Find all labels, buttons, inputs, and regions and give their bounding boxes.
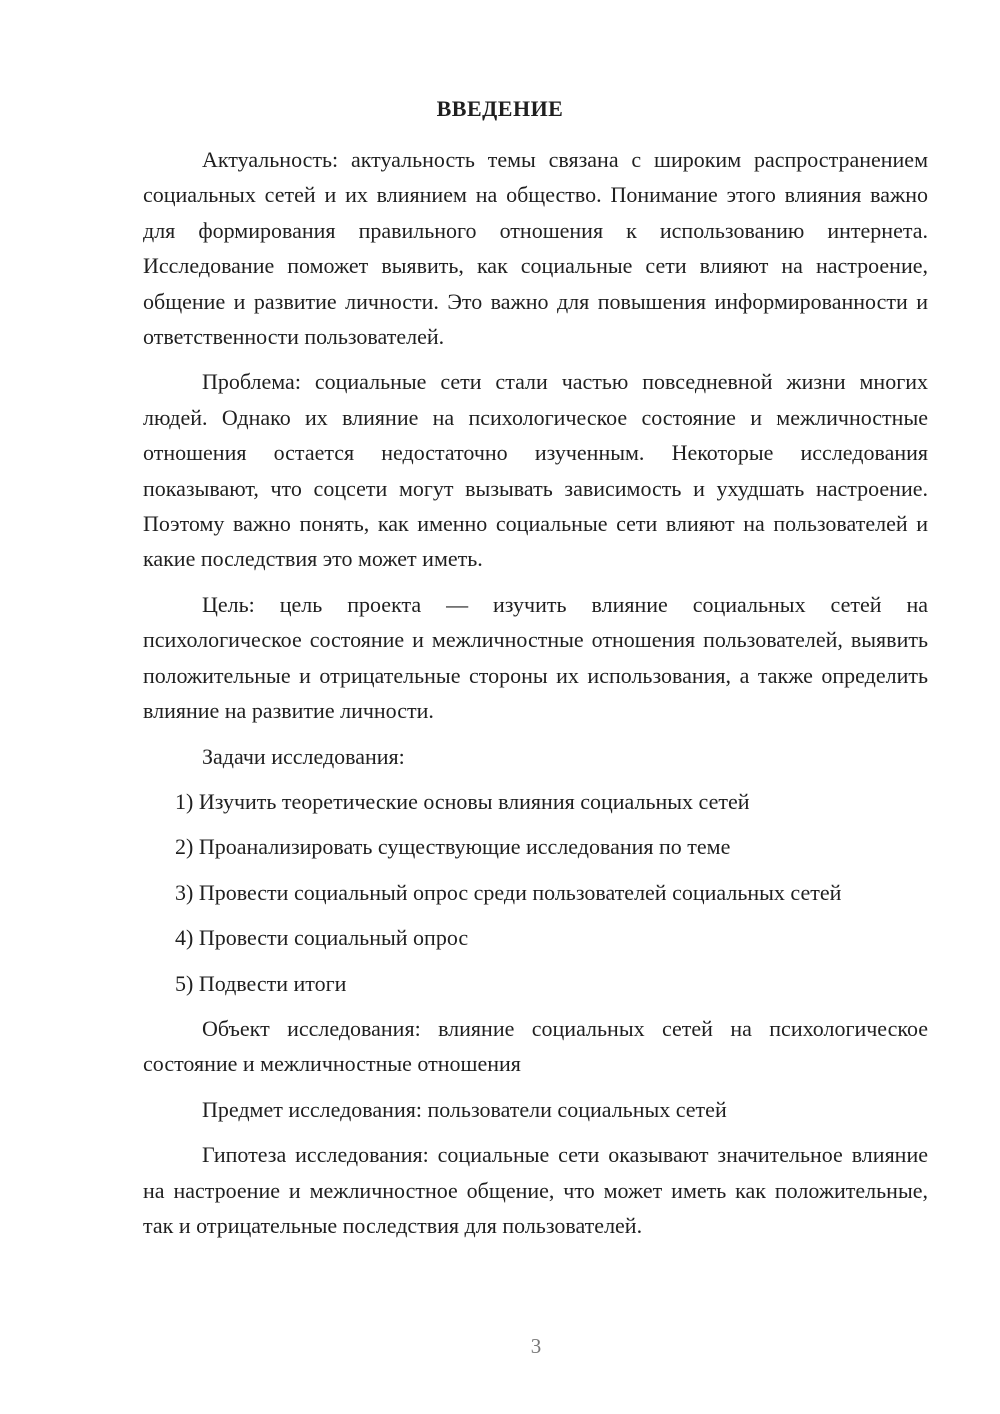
paragraph-problem: Проблема: социальные сети стали частью повседневной жизни многих людей. Однако их влияние на психологическое состояние и межличностные отношения остается недостаточно изученным. Некоторые исследования показывают, что соцсети могут вызывать зависимость и ухудшать настроение. Поэтому важно понять, как именно социальные сети влияют на пользователей и какие последствия это может иметь. — [143, 369, 928, 572]
paragraph-tasks-heading: Задачи исследования: — [202, 743, 405, 769]
section-title: ВВЕДЕНИЕ — [436, 96, 564, 121]
page-number: 3 — [530, 1334, 542, 1358]
body-text — [143, 142, 928, 1243]
list-item: 3) Провести социальный опрос среди пользователей социальных сетей — [175, 879, 842, 905]
list-item: 4) Провести социальный опрос — [175, 925, 469, 951]
paragraph-hypothesis: Гипотеза исследования: социальные сети оказывают значительное влияние на настроение и межличностное общение, что может иметь как положительные, так и отрицательные последствия для пользователей. — [143, 1142, 928, 1238]
paragraph-goal: Цель: цель проекта — изучить влияние социальных сетей на психологическое состояние и межличностные отношения пользователей, выявить положительные и отрицательные стороны их использования, а также определить влияние на развитие личности. — [143, 591, 928, 724]
list-item: 5) Подвести итоги — [175, 970, 347, 996]
paragraph-subject: Предмет исследования: пользователи социальных сетей — [202, 1096, 727, 1122]
list-item: 2) Проанализировать существующие исследования по теме — [175, 834, 731, 860]
paragraph-object: Объект исследования: влияние социальных сетей на психологическое состояние и межличностные отношения — [143, 1015, 928, 1077]
list-item: 1) Изучить теоретические основы влияния социальных сетей — [175, 788, 750, 814]
paragraph-relevance: Актуальность: актуальность темы связана с широким распространением социальных сетей и их влиянием на общество. Понимание этого влияния важно для формирования правильного отношения к использованию интернета. Исследование поможет выявить, как социальные сети влияют на настроение, общение и развитие личности. Это важно для повышения информированности и ответственности пользователей. — [143, 147, 928, 350]
tasks-list — [143, 784, 928, 1001]
